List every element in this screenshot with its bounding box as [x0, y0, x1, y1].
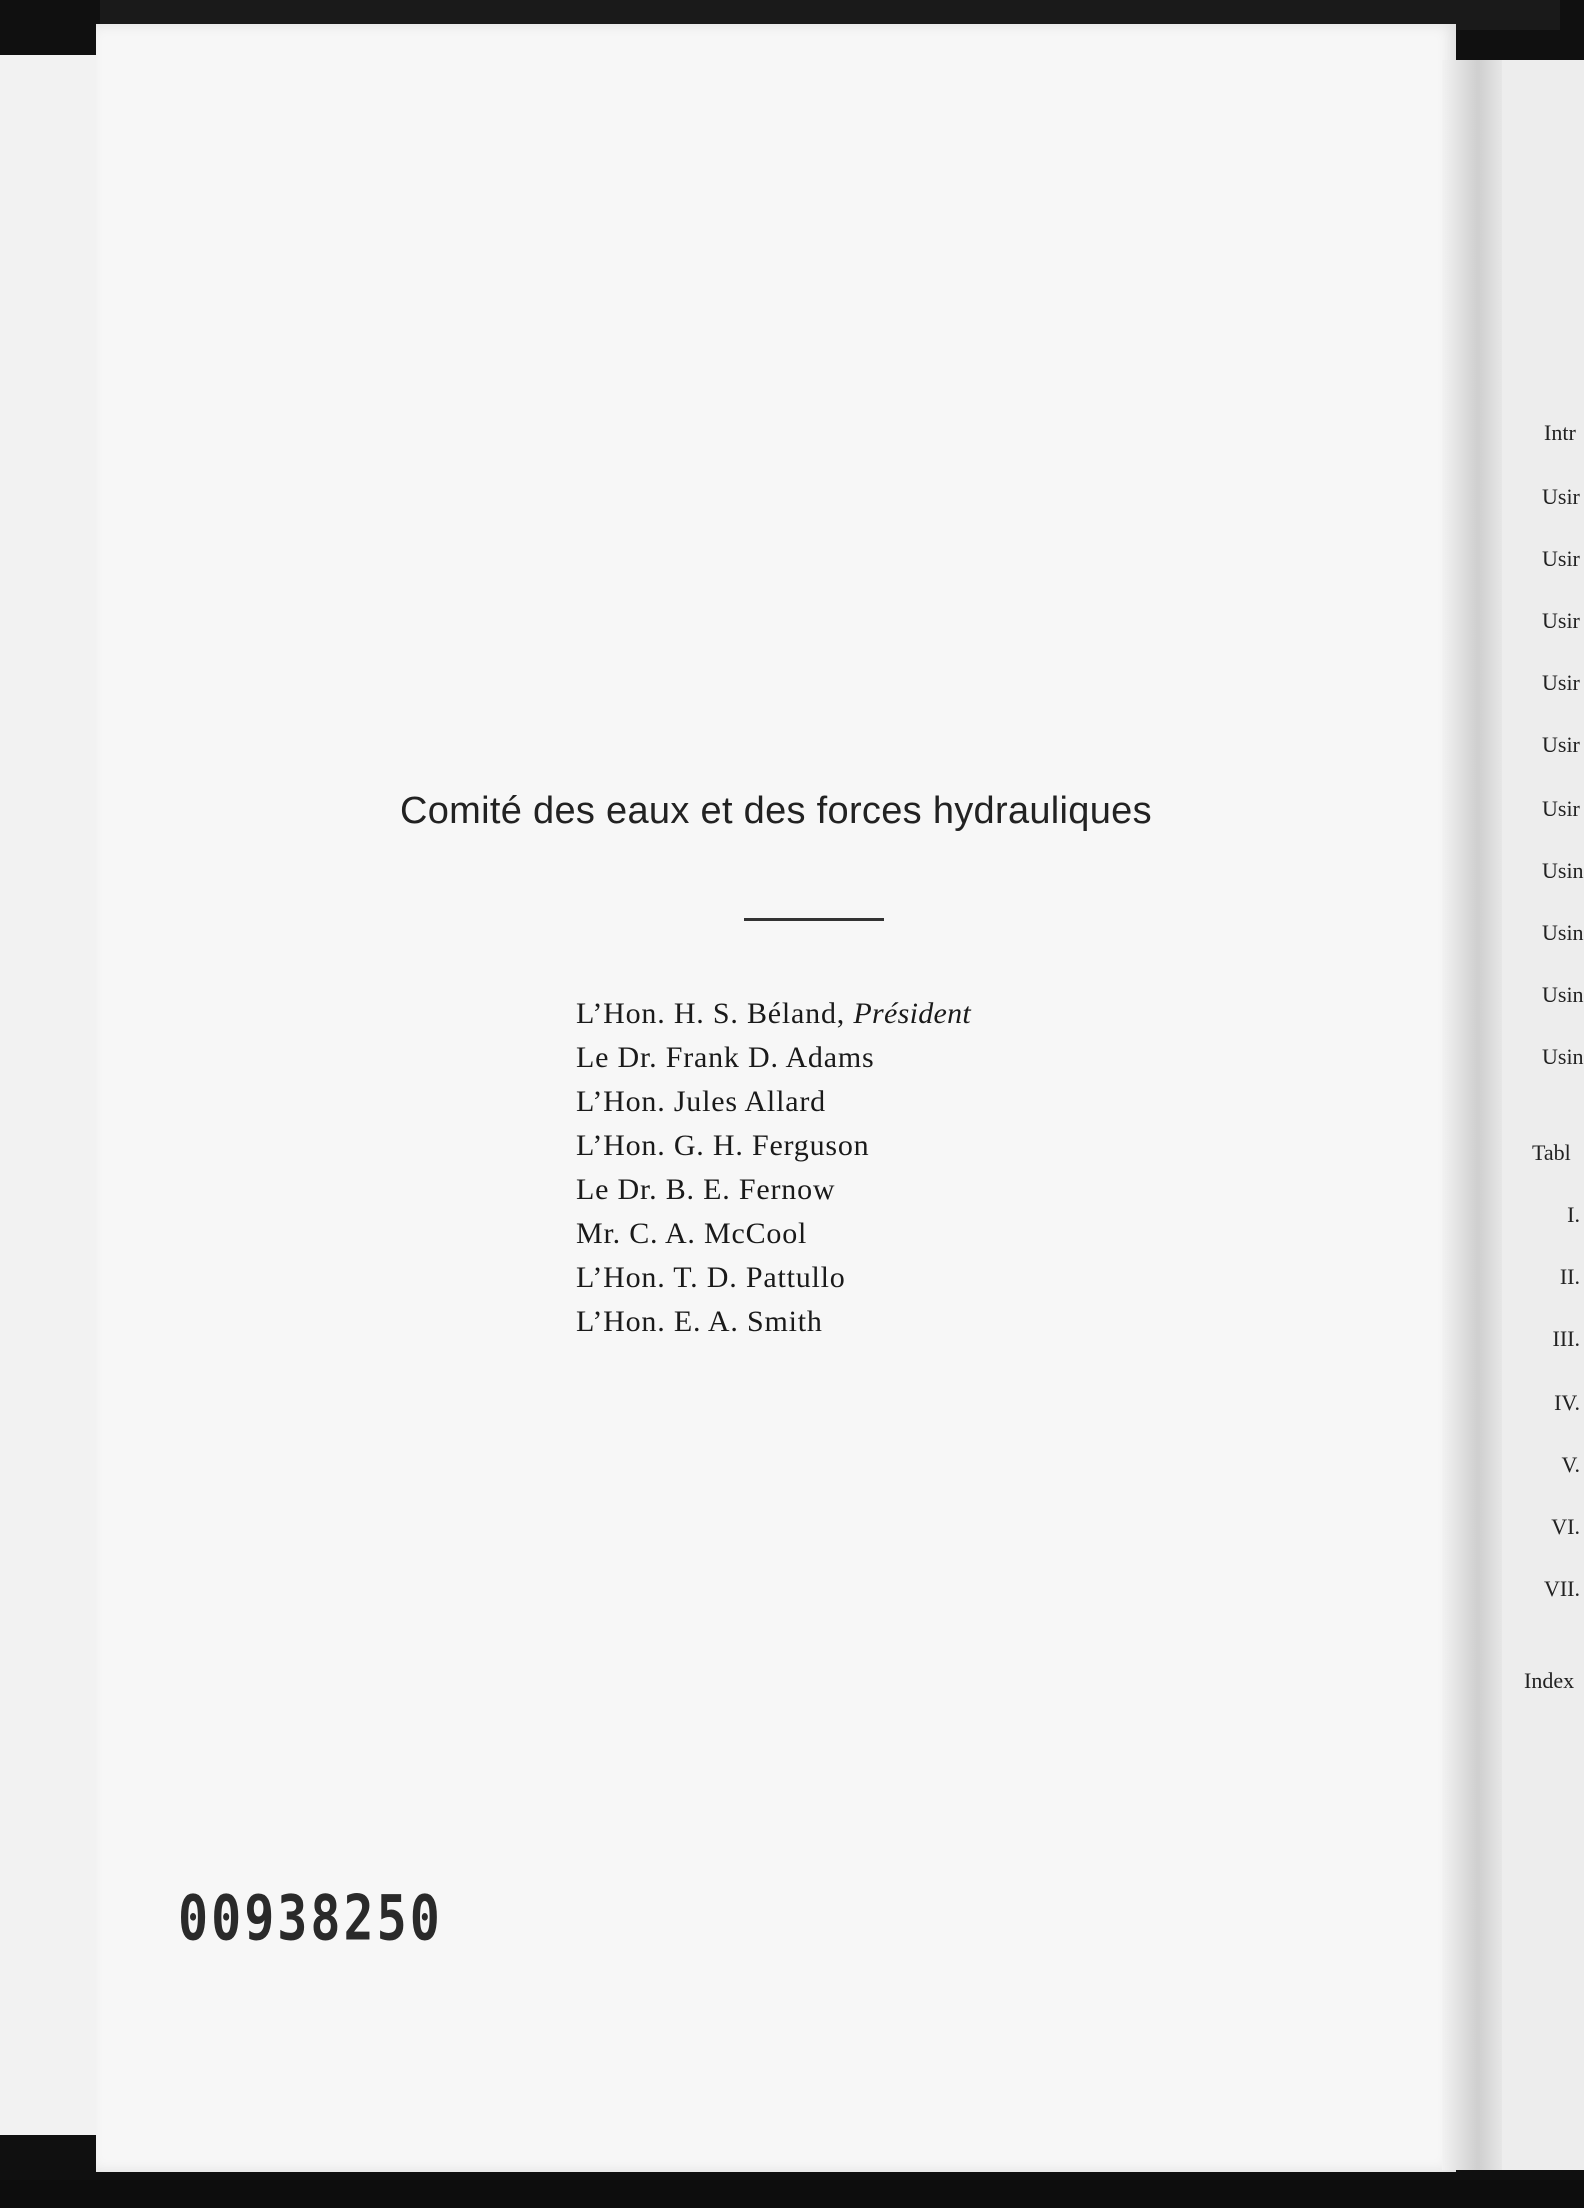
- toc-entry: VII.: [1543, 1576, 1580, 1601]
- member-role: Président: [853, 997, 972, 1030]
- member-name: L’Hon. E. A. Smith: [576, 1305, 823, 1338]
- toc-entry: V.: [1561, 1452, 1580, 1477]
- toc-entry: Usir: [1542, 796, 1580, 821]
- member-name: Le Dr. B. E. Fernow: [576, 1173, 836, 1206]
- member-item: [576, 1256, 1276, 1300]
- member-name: L’Hon. Jules Allard: [576, 1085, 826, 1118]
- toc-entry: IV.: [1554, 1390, 1580, 1415]
- member-item: [576, 1300, 1276, 1344]
- member-item: [576, 1036, 1276, 1080]
- toc-entry: Tabl: [1532, 1140, 1571, 1165]
- toc-entry: II.: [1559, 1264, 1580, 1289]
- toc-entry: Usir: [1542, 732, 1580, 757]
- toc-entry: Usin: [1542, 1044, 1584, 1069]
- toc-entry: Usir: [1542, 546, 1580, 571]
- member-item: [576, 1080, 1276, 1124]
- title-divider: [744, 918, 884, 921]
- member-item: [576, 992, 1276, 1036]
- toc-entry: Usir: [1542, 670, 1580, 695]
- member-name: Mr. C. A. McCool: [576, 1217, 808, 1250]
- member-item: [576, 1124, 1276, 1168]
- page-title: Comité des eaux et des forces hydrauliques: [400, 790, 1152, 832]
- accession-stamp: 00938250: [178, 1882, 443, 1955]
- toc-entry: Usin: [1542, 982, 1584, 1007]
- toc-entry: Usin: [1542, 920, 1584, 945]
- toc-entry: Usir: [1542, 608, 1580, 633]
- toc-entry: Index: [1524, 1668, 1575, 1693]
- toc-entry: I.: [1567, 1202, 1580, 1227]
- member-name: L’Hon. G. H. Ferguson: [576, 1129, 870, 1162]
- toc-entry: Usir: [1542, 484, 1580, 509]
- toc-entry: VI.: [1551, 1514, 1580, 1539]
- member-item: [576, 1212, 1276, 1256]
- toc-entry: III.: [1552, 1326, 1580, 1351]
- member-list: [576, 992, 1276, 1344]
- toc-entry: Intr: [1544, 420, 1576, 445]
- toc-entry: Usin: [1542, 858, 1584, 883]
- member-name: L’Hon. T. D. Pattullo: [576, 1261, 846, 1294]
- scan-bottom-edge: [0, 2180, 1584, 2208]
- member-name: Le Dr. Frank D. Adams: [576, 1041, 875, 1074]
- facing-page-toc: [1456, 0, 1584, 2208]
- member-item: [576, 1168, 1276, 1212]
- member-name: L’Hon. H. S. Béland,: [576, 997, 846, 1030]
